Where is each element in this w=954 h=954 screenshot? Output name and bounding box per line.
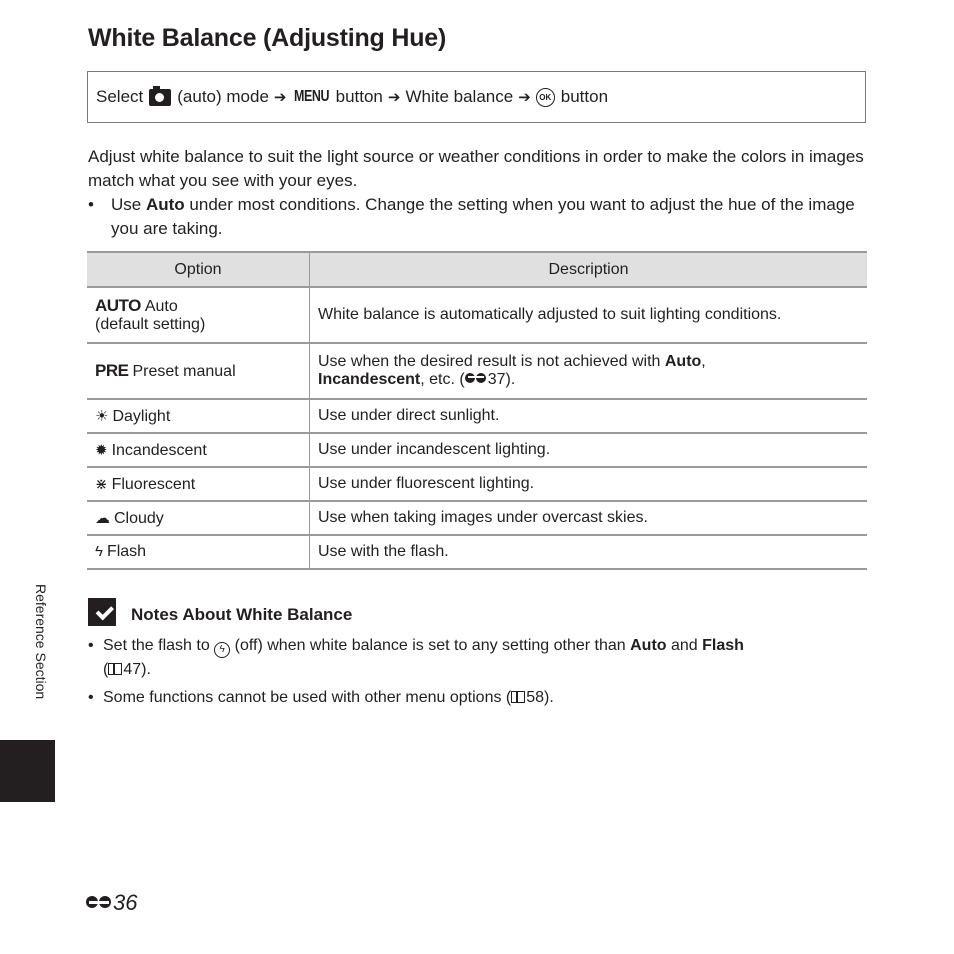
arrow-icon: ➔	[518, 89, 531, 106]
option-auto: AUTO Auto (default setting)	[87, 287, 310, 343]
checkmark-icon	[88, 598, 116, 626]
description: Use under direct sunlight.	[310, 399, 868, 433]
flash-off-icon: ϟ	[214, 642, 230, 658]
book-icon	[108, 663, 122, 675]
bullet-text: Use Auto under most conditions. Change the setting when you want to adjust the hue of the image you are taking.	[111, 195, 855, 238]
description: Use under fluorescent lighting.	[310, 467, 868, 501]
menu-path-box	[87, 71, 866, 123]
option-cloudy: ☁ Cloudy	[87, 501, 310, 535]
header-option: Option	[87, 252, 310, 287]
description: Use under incandescent lighting.	[310, 433, 868, 467]
description: Use with the flash.	[310, 535, 868, 569]
reference-section-icon	[86, 895, 112, 911]
table-row	[87, 467, 867, 501]
flash-icon: ϟ	[95, 543, 103, 560]
select-text: Select	[96, 87, 144, 106]
button-end-text: button	[560, 87, 609, 106]
cloudy-icon: ☁	[95, 509, 110, 527]
option-daylight: ☀ Daylight	[87, 399, 310, 433]
option-fluorescent: ⋇ Fluorescent	[87, 467, 310, 501]
auto-wb-icon: AUTO	[95, 296, 141, 315]
option-preset-manual: PRE Preset manual	[87, 343, 310, 399]
side-section-label: Reference Section	[33, 584, 49, 700]
page-number: 36	[86, 890, 137, 916]
header-description: Description	[310, 252, 868, 287]
table-row	[87, 287, 867, 343]
book-icon	[511, 691, 525, 703]
menu-icon: MENU	[293, 88, 329, 105]
preset-wb-icon: PRE	[95, 361, 129, 380]
intro-paragraph: Adjust white balance to suit the light source or weather conditions in order to make the colors in images match what you see with your eyes.	[88, 147, 864, 190]
incandescent-icon: ✹	[95, 441, 108, 459]
description: Use when the desired result is not achieved with Auto, Incandescent, etc. ( 37).	[310, 343, 868, 399]
description: White balance is automatically adjusted to suit lighting conditions.	[310, 287, 868, 343]
arrow-icon: ➔	[387, 89, 401, 106]
description: Use when taking images under overcast skies.	[310, 501, 868, 535]
daylight-icon: ☀	[95, 407, 109, 425]
page-title: White Balance (Adjusting Hue)	[88, 24, 447, 52]
table-row	[87, 501, 867, 535]
camera-icon	[149, 89, 171, 106]
option-incandescent: ✹ Incandescent	[87, 433, 310, 467]
reference-section-icon	[465, 372, 487, 384]
button-text: button	[335, 87, 383, 106]
table-row	[87, 535, 867, 569]
table-row	[87, 343, 867, 399]
table-row	[87, 399, 867, 433]
white-balance-table	[87, 251, 867, 570]
ok-icon: OK	[536, 88, 555, 107]
bullet-dot: •	[88, 195, 94, 214]
fluorescent-icon: ⋇	[95, 475, 108, 493]
white-balance-text: White balance	[405, 87, 514, 106]
table-row	[87, 433, 867, 467]
notes-title: Notes About White Balance	[131, 605, 353, 624]
section-tab	[0, 740, 55, 802]
auto-mode-text: (auto) mode	[177, 87, 269, 106]
option-flash: ϟ Flash	[87, 535, 310, 569]
arrow-icon: ➔	[273, 89, 287, 106]
